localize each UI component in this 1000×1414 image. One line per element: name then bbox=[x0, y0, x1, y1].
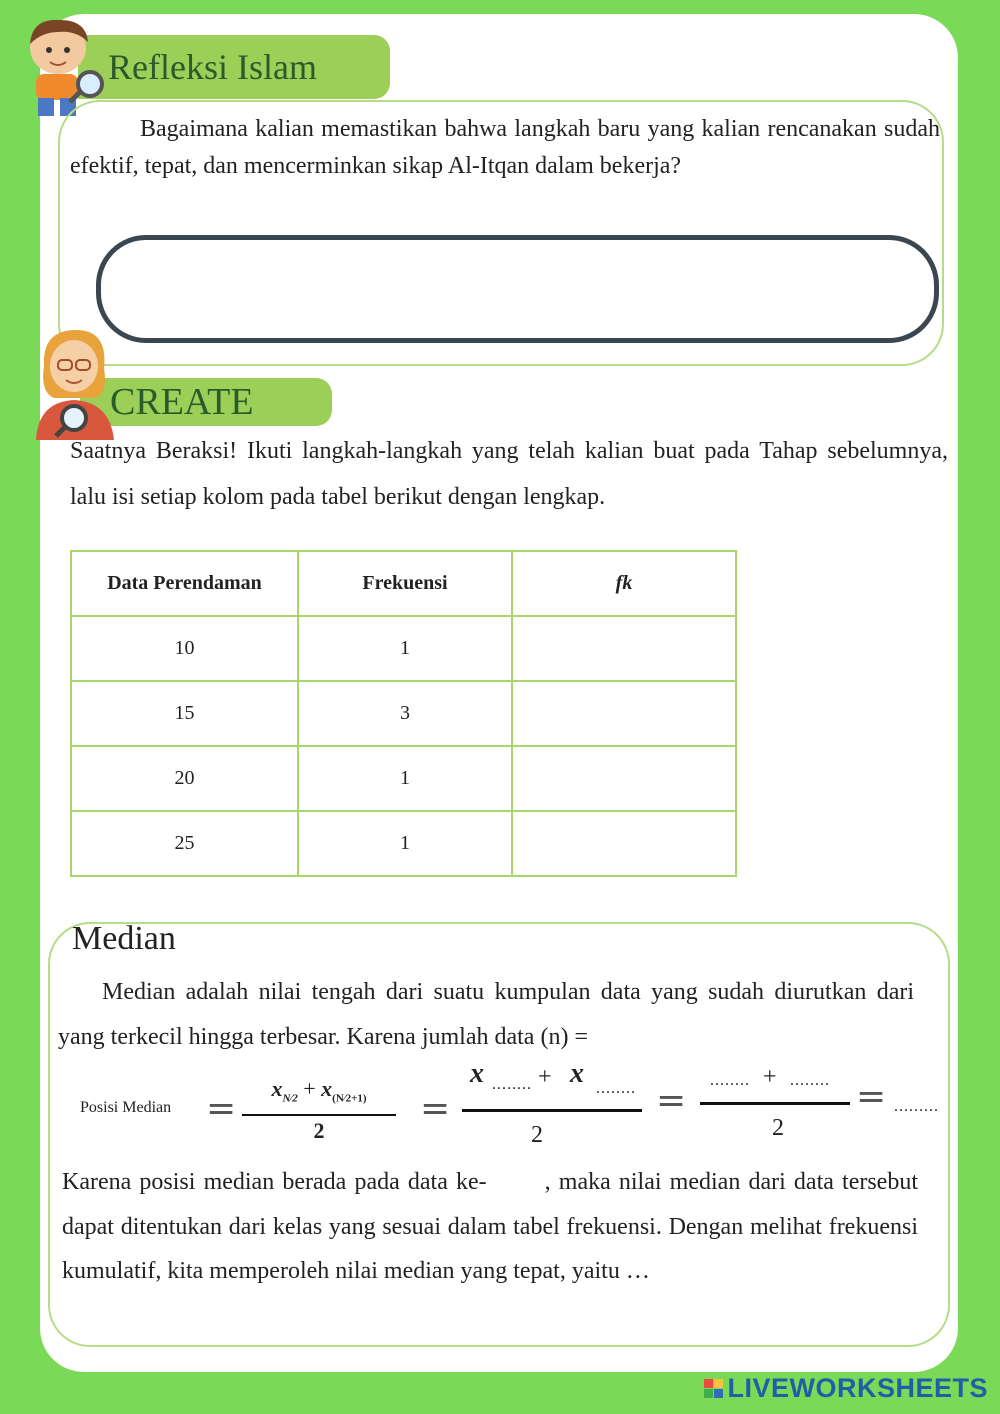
fk-input[interactable] bbox=[512, 811, 736, 876]
cell-data: 15 bbox=[71, 681, 298, 746]
cell-frequency: 1 bbox=[298, 746, 512, 811]
second-fraction-numerator bbox=[470, 1058, 484, 1090]
median-intro: Median adalah nilai tengah dari suatu kumpulan data yang sudah diurutkan dari yang terkecil hingga terbesar. Karena jumlah data (n) = bbox=[58, 979, 914, 1050]
table-row bbox=[71, 746, 736, 811]
cell-data: 10 bbox=[71, 616, 298, 681]
second-fraction-bar bbox=[462, 1109, 642, 1112]
fk-input[interactable] bbox=[512, 616, 736, 681]
conclusion-before-blank: Karena posisi median berada pada data ke- bbox=[62, 1169, 487, 1195]
reflection-question: Bagaimana kalian memastikan bahwa langkah baru yang kalian rencanakan sudah efektif, tepat, dan mencerminkan sikap Al-Itqan dalam bekerja? bbox=[70, 116, 940, 179]
liveworksheets-logo-icon bbox=[704, 1379, 723, 1398]
cell-data: 25 bbox=[71, 811, 298, 876]
formula-x2: x bbox=[321, 1076, 333, 1101]
equals-sign: = bbox=[656, 1080, 687, 1121]
equals-sign: = bbox=[206, 1088, 237, 1129]
fk-input[interactable] bbox=[512, 681, 736, 746]
create-title: CREATE bbox=[110, 381, 254, 423]
blank-subscript-2[interactable]: ........ bbox=[596, 1080, 636, 1097]
formula-denominator: 2 bbox=[313, 1118, 325, 1143]
median-title: Median bbox=[72, 920, 176, 957]
header-data: Data Perendaman bbox=[71, 551, 298, 616]
create-instruction: Saatnya Beraksi! Ikuti langkah-langkah yang telah kalian buat pada Tahap sebelumnya, lalu isi setiap kolom pada tabel berikut dengan lengkap. bbox=[70, 438, 948, 510]
equals-sign: = bbox=[420, 1088, 451, 1129]
table-row bbox=[71, 811, 736, 876]
formula-plus: + bbox=[303, 1076, 316, 1101]
liveworksheets-logo bbox=[704, 1373, 988, 1404]
cell-frequency: 3 bbox=[298, 681, 512, 746]
median-position-label: Posisi Median bbox=[80, 1099, 172, 1116]
girl-magnifier-illustration bbox=[30, 322, 120, 444]
median-position-result-blank[interactable]: ......... bbox=[894, 1098, 939, 1115]
reflection-answer-input[interactable] bbox=[96, 235, 939, 343]
x-symbol: x bbox=[570, 1058, 584, 1089]
equals-sign: = bbox=[856, 1076, 887, 1117]
plus-sign: + bbox=[538, 1064, 552, 1090]
median-conclusion bbox=[62, 1160, 918, 1294]
reflection-title: Refleksi Islam bbox=[108, 47, 317, 87]
formula-fraction-bar bbox=[242, 1114, 396, 1116]
plus-sign: + bbox=[763, 1064, 777, 1090]
second-fraction-x bbox=[570, 1058, 584, 1090]
header-frequency: Frekuensi bbox=[298, 551, 512, 616]
third-fraction-denominator: 2 bbox=[772, 1115, 784, 1141]
blank-value-2[interactable]: ........ bbox=[790, 1072, 830, 1089]
frequency-table bbox=[70, 550, 737, 877]
table-row bbox=[71, 616, 736, 681]
cell-frequency: 1 bbox=[298, 811, 512, 876]
x-symbol: x bbox=[470, 1058, 484, 1089]
blank-subscript-1[interactable]: ........ bbox=[492, 1076, 532, 1093]
brand-name: LIVEWORKSHEETS bbox=[727, 1373, 988, 1403]
table-row bbox=[71, 681, 736, 746]
fk-input[interactable] bbox=[512, 746, 736, 811]
third-fraction-bar bbox=[700, 1102, 850, 1105]
cell-data: 20 bbox=[71, 746, 298, 811]
conclusion-after-blank: , maka nilai median dari data tersebut dapat ditentukan dari kelas yang sesuai dalam tabel frekuensi. Dengan melihat frekuensi kumulatif, kita memperoleh nilai median yang tepat, yaitu … bbox=[62, 1169, 918, 1284]
median-formula-numerator: $x_{N⁄2} + x_{(N⁄2+1)}$ bbox=[271, 1076, 367, 1105]
formula-x1: x bbox=[271, 1076, 283, 1101]
cell-frequency: 1 bbox=[298, 616, 512, 681]
second-fraction-denominator: 2 bbox=[531, 1122, 543, 1148]
reflection-title-tab bbox=[78, 35, 390, 99]
header-fk: fk bbox=[512, 551, 736, 616]
blank-value-1[interactable]: ........ bbox=[710, 1072, 750, 1089]
table-header-row bbox=[71, 551, 736, 616]
